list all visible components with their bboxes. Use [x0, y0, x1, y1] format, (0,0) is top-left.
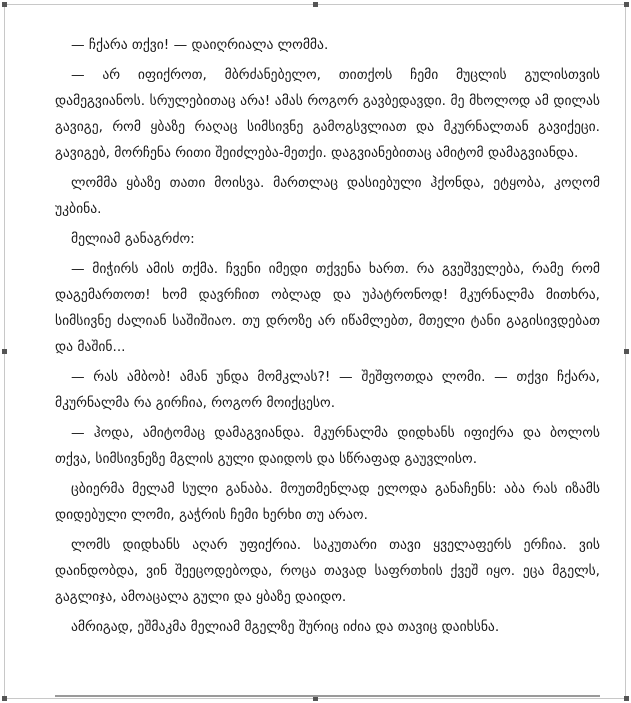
paragraph: ლომმა ყბაზე თათი მოისვა. მართლაც დასიებული ჰქონდა, ეტყობა, კოღომ უკბინა.	[55, 175, 600, 217]
page-bottom-rule	[55, 695, 600, 697]
resize-handle-bottom-left[interactable]	[2, 696, 7, 701]
paragraph: — მიჭირს ამის თქმა. ჩვენი იმედი თქვენა ხართ. რა გვეშველება, რამე რომ დაგემართოთ! ხომ დავრჩით ობლად და უპატრონოდ! მკურნალმა მითხრა, სიმსივნე ძალიან საშიშიაო. თუ დროზე არ იწამლებთ, მთელი ტანი გაგისივდებათ და მაშინ...	[55, 261, 600, 355]
resize-handle-top-center[interactable]	[313, 2, 318, 7]
resize-handle-middle-left[interactable]	[2, 349, 7, 354]
resize-handle-middle-right[interactable]	[624, 349, 629, 354]
paragraph: ლომს დიდხანს აღარ უფიქრია. საკუთარი თავი ყველაფერს ერჩია. ვის დაინდობდა, ვინ შეეცოდებოდა, როცა თავად საფრთხის ქვეშ იყო. ეცა მგელს, გაგლიჯა, ამოაცალა გული და ყბაზე დაიდო.	[55, 537, 600, 605]
resize-handle-top-right[interactable]	[624, 2, 629, 7]
paragraph: — ჩქარა თქვი! — დაიღრიალა ლომმა.	[71, 37, 329, 53]
document-body	[55, 32, 600, 644]
resize-handle-top-left[interactable]	[2, 2, 7, 7]
paragraph: მელიამ განაგრძო:	[71, 231, 195, 247]
paragraph: — არ იფიქროთ, მბრძანებელო, თითქოს ჩემი მუცლის გულისთვის დამეგვიანოს. სრულებითაც არა! ამას როგორ გავბედავდი. მე მხოლოდ ამ დილას გავიგე, რომ ყბაზე რაღაც სიმსივნე გამოგსვლიათ და მკურნალთან გავიქეცი. გავიგებ, მორჩენა რითი შეიძლება-მეთქი. დაგვიანებითაც ამიტომ დამაგვიანდა.	[55, 67, 600, 161]
paragraph: — ჰოდა, ამიტომაც დამაგვიანდა. მკურნალმა დიდხანს იფიქრა და ბოლოს თქვა, სიმსივნეზე მგლის გული დაიდოს და სწრაფად გაუვლისო.	[55, 425, 600, 467]
paragraph: ამრიგად, ეშმაკმა მელიამ მგელზე შურიც იძია და თავიც დაიხსნა.	[71, 619, 500, 635]
paragraph: ცბიერმა მელამ სული განაბა. მოუთმენლად ელოდა განაჩენს: აბა რას იზამს დიდებული ლომი, გაჭრის ჩემი ხერხი თუ არაო.	[55, 481, 600, 523]
resize-handle-bottom-right[interactable]	[624, 696, 629, 701]
paragraph: — რას ამბობ! ამან უნდა მომკლას?! — შეშფოთდა ლომი. — თქვი ჩქარა, მკურნალმა რა გირჩია, როგორ მოიქცესო.	[55, 369, 600, 411]
